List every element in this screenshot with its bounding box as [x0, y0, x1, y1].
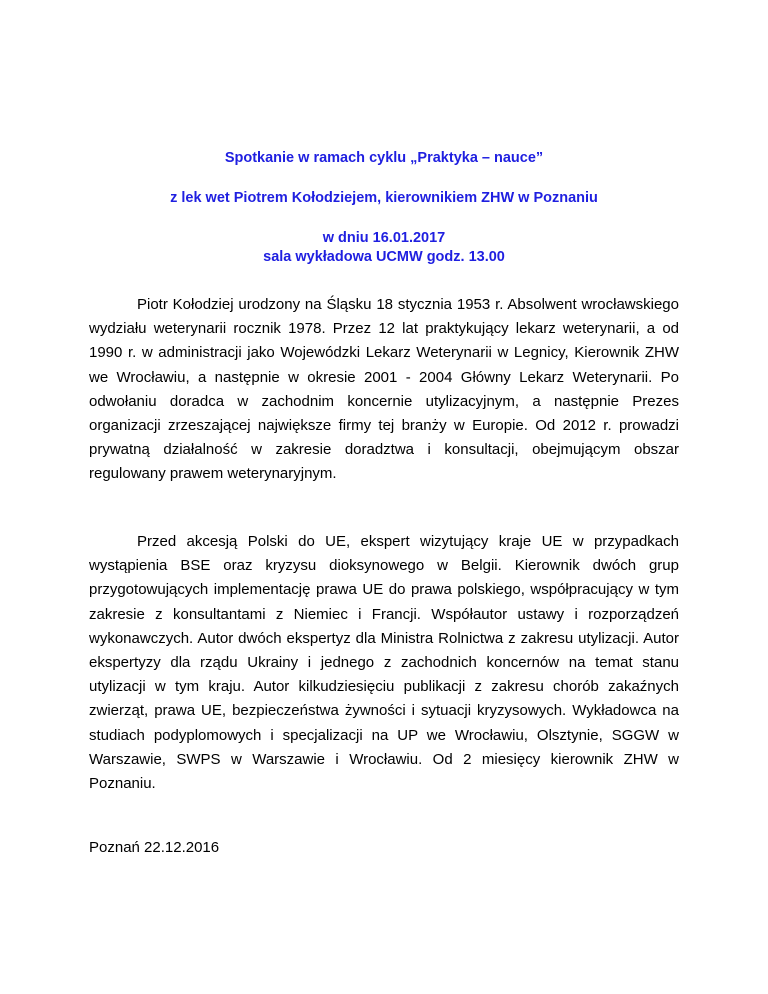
- event-venue: sala wykładowa UCMW godz. 13.00: [263, 249, 505, 265]
- event-date: w dniu 16.01.2017: [322, 230, 446, 246]
- event-guest: z lek wet Piotrem Kołodziejem, kierownikiem ZHW w Poznaniu: [170, 190, 598, 206]
- place-and-date: Poznań 22.12.2016: [89, 839, 220, 856]
- bio-paragraph-2: Przed akcesją Polski do UE, ekspert wizytujący kraje UE w przypadkach wystąpienia BSE oraz kryzysu dioksynowego w Belgii. Kierownik dwóch grup przygotowujących implementację prawa UE do prawa polskiego, współpracujący w tym zakresie z konsultantami z Niemiec i Francji. Współautor ustawy i rozporządzeń wykonawczych. Autor dwóch ekspertyz dla Ministra Rolnictwa z zakresu utylizacji. Autor ekspertyzy dla rządu Ukrainy i jednego z zachodnich koncernów na temat stanu utylizacji w tym kraju. Autor kilkudziesięciu publikacji z zakresu chorób zakaźnych zwierząt, prawa UE, bezpieczeństwa żywności i sytuacji kryzysowych. Wykładowca na studiach podyplomowych i specjalizacji na UP we Wrocławiu, Olsztynie, SGGW w Warszawie, SWPS w Warszawie i Wrocławiu. Od 2 miesięcy kierownik ZHW w Poznaniu.: [89, 533, 679, 793]
- event-title: Spotkanie w ramach cyklu „Praktyka – nauce”: [224, 150, 544, 166]
- bio-paragraph-1: Piotr Kołodziej urodzony na Śląsku 18 stycznia 1953 r. Absolwent wrocławskiego wydziału weterynarii rocznik 1978. Przez 12 lat praktykujący lekarz weterynarii, a od 1990 r. w administracji jako Wojewódzki Lekarz Weterynarii w Legnicy, Kierownik ZHW we Wrocławiu, a następnie w okresie 2001 - 2004 Główny Lekarz Weterynarii. Po odwołaniu doradca w zachodnim koncernie utylizacyjnym, a następnie Prezes organizacji zrzeszającej największe firmy tej branży w Europie. Od 2012 r. prowadzi prywatną działalność w zakresie doradztwa i konsultacji, obejmującym obszar regulowany prawem weterynaryjnym.: [89, 296, 679, 483]
